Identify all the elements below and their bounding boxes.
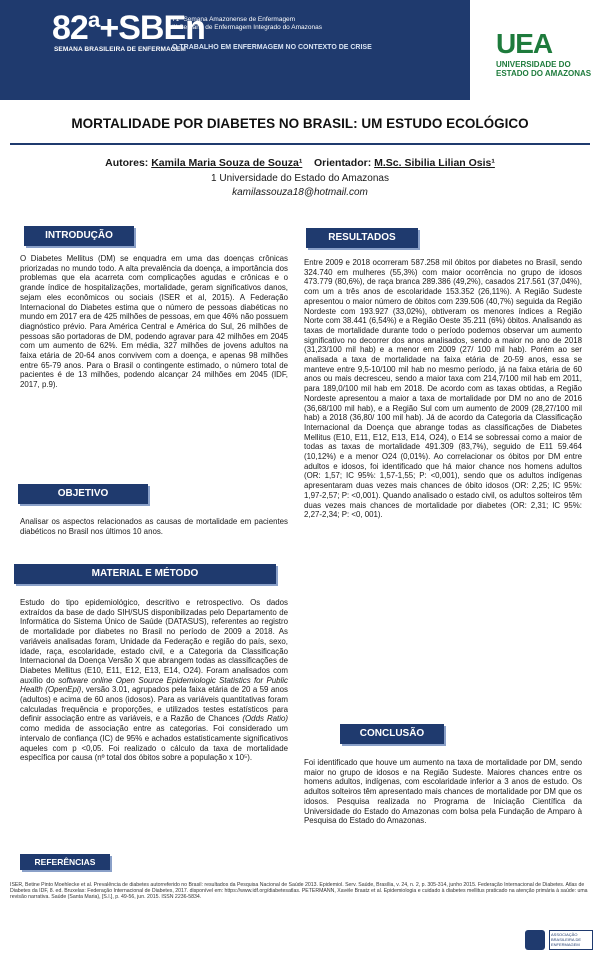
- author-email: kamilassouza18@hotmail.com: [232, 187, 368, 198]
- title-divider: [10, 143, 590, 145]
- sben-brand: [52, 8, 372, 58]
- introducao-text: O Diabetes Mellitus (DM) se enquadra em uma das doenças crônicas priorizadas no mundo todo. A alta prevalência da doença, a importância dos problemas que ela acarreta com complicações agudas e crônicas e o grande índice de hospitalizações, mortalidade, geram significativos danos, sejam eles econômicos ou sociais (ISER et al, 2015). A Federação Internacional do Diabetes estima que o número de pessoas diabéticas no mundo em 2017 era de 425 milhões de pessoas, em que 46% não possuem diagnóstico prévio. Para América Central e América do Sul, 26 milhões de pessoas são portadoras de DM, podendo agravar para 42 milhões em 2045 com um aumento de 62%. Em média, 327 milhões de jovens adultos na faixa etária de 20-64 anos convivem com a doença, e apenas 98 milhões entre 65-79 anos. Para o Brasil o contingente estimado, o número total de pacientes é de 13 milhões, podendo alcançar 24 milhões em 2045 (IDF, 2017, p.9).: [20, 254, 288, 390]
- uea-logo: UEA: [496, 28, 553, 59]
- conclusao-heading: CONCLUSÃO: [340, 724, 444, 744]
- metodo-text-part-1: Estudo do tipo epidemiológico, descritivo e retrospectivo. Os dados extraídos da base de dado SIH/SUS disponibilizadas pelo Departamento de Informática do Sistema Único de Saúde (DATASUS), referentes ao registro de mortalidade por diabetes no Brasil no período de 2009 a 2018. As variáveis analisadas foram, Unidade da Federação e região do país, sexo, idade, raça, escolaridade, estado civil, e a Categoria da Classificação Internacional da Doença Versão X que abrangem todas as classificações de Diabetes Mellitus (E10, E11, E12, E13, E14, O24). Foram analisados com auxílio do: [20, 598, 288, 685]
- event-names: [172, 16, 412, 31]
- poster-title: MORTALIDADE POR DIABETES NO BRASIL: UM ESTUDO ECOLÓGICO: [71, 116, 529, 131]
- metodo-text: [20, 598, 288, 763]
- introducao-heading: INTRODUÇÃO: [24, 226, 134, 246]
- uea-logo-block: [470, 0, 600, 100]
- metodo-odds-ratio: (Odds Ratio): [242, 714, 288, 724]
- resultados-heading: RESULTADOS: [306, 228, 418, 248]
- advisor-label: Orientador:: [314, 157, 372, 169]
- event-theme: O TRABALHO EM ENFERMAGEM NO CONTEXTO DE CRISE: [172, 44, 372, 51]
- conclusao-text: Foi identificado que houve um aumento na taxa de mortalidade por DM, sendo maior no grupo de idosos e na Região Sudeste. Maiores chances entre os homens adultos, indígenas, com escolaridade inferior a 3 anos de estudo. Os adultos solteiros têm apresentado mais chances de mortalidade por DM que os idosos. Pesquisa realizada no Programa de Iniciação Científica da Universidade do Estado do Amazonas com bolsa pela Fundação de Amparo à Pesquisa do Estado do Amazonas.: [304, 758, 582, 826]
- metodo-heading: MATERIAL E MÉTODO: [14, 564, 276, 584]
- event-line-2: III Semana de Enfermagem Integrado do Amazonas: [172, 23, 322, 31]
- metodo-software: software online Open Source Epidemiologic Statistics for Public Health (OpenEpi): [20, 675, 288, 695]
- objetivo-text: Analisar os aspectos relacionados as causas de mortalidade em pacientes diabéticos no Brasil nos últimos 10 anos.: [20, 517, 288, 536]
- header-banner: [0, 0, 600, 100]
- event-line-1: 71ª Semana Amazonense de Enfermagem: [172, 16, 296, 23]
- affiliation: 1 Universidade do Estado do Amazonas: [211, 173, 389, 184]
- footer-logos: [525, 926, 595, 954]
- sben-subtitle: SEMANA BRASILEIRA DE ENFERMAGEM: [54, 46, 186, 53]
- uea-name: UNIVERSIDADE DO ESTADO DO AMAZONAS: [496, 60, 592, 78]
- metodo-text-part-2: , versão 3.01, agrupados pela faixa etária de 20 a 59 anos (adultos) e acima de 60 anos (idosos). Para as variáveis quantitativas foram calculadas frequência e proporções, e utilizados testes estatísticos para definir associação entre as variáveis, e a Razão de Chances: [20, 685, 288, 724]
- partner-emblem-icon: [525, 930, 545, 950]
- advisor-name: M.Sc. Sibilia Lilian Osis¹: [374, 157, 495, 169]
- partner-logo: ASSOCIAÇÃO BRASILEIRA DE ENFERMAGEM: [549, 930, 593, 950]
- referencias-heading: REFERÊNCIAS: [20, 854, 110, 870]
- referencias-text: ISER, Betine Pinto Moehlecke et al. Prevalência de diabetes autorreferido no Brasil: resultados da Pesquisa Nacional de Saúde 2013. Epidemiol. Serv. Saúde, Brasília, v. 24, n. 2, p. 305-314, junho 2015. Federação Internacional de Diabetes. Atlas de Diabetes da IDF, 8. ed. Bruxelas: Federação Internacional de Diabetes, 2017. disponível em: https://www.idf.org/diabetesatlas. PETERMANN, Xavéle Braatz et al. Epidemiologia e cuidado à diabetes mellitus praticado na atenção primária à saúde: uma revisão narrativa. Saúde (Santa Maria), [S.l.], p. 49-56, jun. 2015. ISSN 2236-5834.: [10, 882, 588, 901]
- resultados-text: Entre 2009 e 2018 ocorreram 587.258 mil óbitos por diabetes no Brasil, sendo 324.740 em mulheres (55,3%) com maior ocorrência no grupo de idosos 473.779 (80,6%), de raça branca 289.386 (49,2%), casados 217.561 (37,04%), com um a três anos de escolaridade 153.352 (26,11%). A Região Sudeste apresentou o maior número de óbitos com 239.506 (40,7%) seguida da Região Nordeste com 193.927 (33,02%), obtiveram os menores índices a Região Norte com 38.441 (6,54%) e a Região Oeste 35.211 (6%) óbitos. Analisando as taxas de mortalidade durante todo o período podemos observar um aumento significativo no decorrer dos anos analisados, sendo a maior no ano de 2018 (31,23/100 mil hab) e a menor em 2009 (27/ 100 mil hab). Porém ao ser analisada a taxa de mortalidade na faixa etária de 20-59 anos, essa se manteve entre 9,5-10/100 mil hab no mesmo período, já na faixa etária de 60 anos ou mais decresceu, sendo a maior taxa com 214,7/100 mil hab em 2011, para 189,0/100 mil hab em 2018. De acordo com as taxas obtidas, a Região Nordeste apresentou a maior a taxa de mortalidade por DM no ano de 2016 (36,68/100 mil hab), e a Região Sul com um aumento de 2009 (28,27/100 mil hab) a 2018 (36,80/ 100 mil hab). Já de acordo da Categoria da Classificação Internacional da Doença que abrange todas as classificações de Diabetes Mellitus (E10, E11, E12, E13, E14, O24), o E14 se sobressai como a maior de todas as taxas de mortalidade 491.309 (83,7%), seguido de E11 59.464 (10,12%) e a menor O24 (0,01%). Ao correlacionar os óbitos por DM entre adultos e idosos, foi identificado que há maior chance nos homens adultos (OR: 1,57; IC 95%: 1,57-1,55; P: <0,001), sendo que os adultos indígenas apresentaram duas vezes mais chances de óbito idosos (OR: 2,25; IC 95%: 1,97-2,57; P: <0,001). Quando analisado o estado civil, os adultos solteiros têm duas vezes mais chances de mortalidade por diabetes (OR: 2,31; IC 95%: 2,27-2,34; P: <0, 001).: [304, 258, 582, 520]
- authors-label: Autores:: [105, 157, 149, 169]
- objetivo-heading: OBJETIVO: [18, 484, 148, 504]
- metodo-text-part-3: como medida de associação entre as categorias. Foi considerado um intervalo de confiança (IC) de 95% e achados estatisticamente significativos aqueles com p <0,05. Foi realizado o cálculo da taxa de mortalidade específica por causa (nº total dos óbitos sobre a população x 10⁵).: [20, 724, 288, 763]
- authors-line: [0, 157, 600, 169]
- author-name: Kamila Maria Souza de Souza¹: [151, 157, 303, 169]
- sben-logo: 82ª+SBEn: [52, 9, 205, 47]
